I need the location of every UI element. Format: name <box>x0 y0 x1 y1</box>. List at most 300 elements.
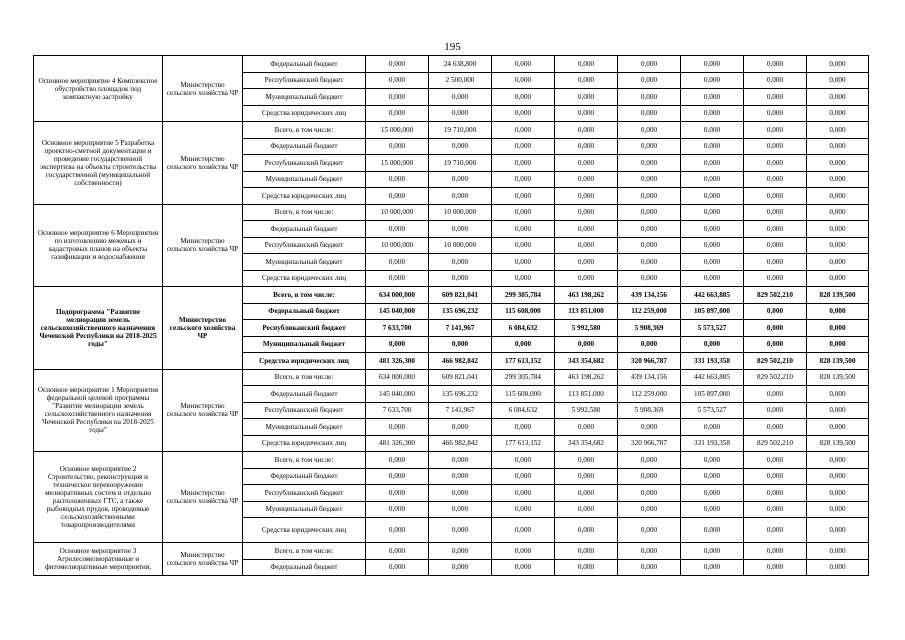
amount-cell: 0,000 <box>807 386 869 403</box>
amount-cell: 0,000 <box>492 485 555 502</box>
funding-source-cell: Средства юридических лиц <box>243 270 366 287</box>
amount-cell: 0,000 <box>744 270 807 287</box>
amount-cell: 0,000 <box>618 485 681 502</box>
amount-cell: 0,000 <box>429 501 492 518</box>
funding-source-cell: Федеральный бюджет <box>243 303 366 320</box>
amount-cell: 145 040,000 <box>366 386 429 403</box>
amount-cell: 0,000 <box>618 171 681 188</box>
amount-cell: 0,000 <box>429 138 492 155</box>
amount-cell: 0,000 <box>429 89 492 106</box>
amount-cell: 7 141,967 <box>429 402 492 419</box>
amount-cell: 105 897,000 <box>681 386 744 403</box>
funding-source-cell: Всего, в том числе: <box>243 204 366 221</box>
program-name-cell: Основное мероприятие 2 Строительство, реконструкция и техническое перевооружение мелиоративных систем и отдельно расположенных ГТС, а также рыбоводных прудов, проводимые сельскохозяйственными товаропроизводителями <box>34 452 163 543</box>
amount-cell: 442 663,885 <box>681 287 744 304</box>
amount-cell: 0,000 <box>618 89 681 106</box>
amount-cell: 0,000 <box>366 56 429 73</box>
amount-cell: 0,000 <box>807 501 869 518</box>
funding-source-cell: Федеральный бюджет <box>243 386 366 403</box>
amount-cell: 0,000 <box>681 89 744 106</box>
amount-cell: 0,000 <box>555 485 618 502</box>
amount-cell: 0,000 <box>618 72 681 89</box>
amount-cell: 0,000 <box>681 138 744 155</box>
amount-cell: 0,000 <box>618 221 681 238</box>
amount-cell: 5 992,580 <box>555 402 618 419</box>
amount-cell: 829 502,210 <box>744 369 807 386</box>
amount-cell: 113 851,000 <box>555 303 618 320</box>
amount-cell: 299 305,784 <box>492 287 555 304</box>
amount-cell: 0,000 <box>618 270 681 287</box>
amount-cell: 0,000 <box>744 452 807 469</box>
funding-source-cell: Федеральный бюджет <box>243 56 366 73</box>
amount-cell: 828 139,500 <box>807 435 869 452</box>
amount-cell: 0,000 <box>555 221 618 238</box>
amount-cell: 0,000 <box>807 72 869 89</box>
amount-cell: 0,000 <box>429 468 492 485</box>
amount-cell: 10 000,000 <box>366 204 429 221</box>
amount-cell: 0,000 <box>492 155 555 172</box>
ministry-cell: Министерство сельского хозяйства ЧР <box>163 287 243 370</box>
funding-source-cell: Муниципальный бюджет <box>243 89 366 106</box>
amount-cell: 0,000 <box>681 559 744 576</box>
amount-cell: 0,000 <box>429 336 492 353</box>
amount-cell: 0,000 <box>681 155 744 172</box>
funding-source-cell: Республиканский бюджет <box>243 402 366 419</box>
amount-cell: 0,000 <box>618 188 681 205</box>
amount-cell: 0,000 <box>492 171 555 188</box>
amount-cell: 0,000 <box>555 452 618 469</box>
amount-cell: 0,000 <box>744 171 807 188</box>
table-row <box>34 204 869 221</box>
amount-cell: 0,000 <box>492 237 555 254</box>
amount-cell: 0,000 <box>366 501 429 518</box>
amount-cell: 463 198,262 <box>555 287 618 304</box>
amount-cell: 0,000 <box>366 419 429 436</box>
amount-cell: 0,000 <box>366 452 429 469</box>
amount-cell: 0,000 <box>366 188 429 205</box>
amount-cell: 463 198,262 <box>555 369 618 386</box>
amount-cell: 0,000 <box>492 221 555 238</box>
program-name-cell: Основное мероприятие 4 Комплексное обустройство площадок под компактную застройку <box>34 56 163 122</box>
amount-cell: 0,000 <box>492 105 555 122</box>
funding-source-cell: Всего, в том числе: <box>243 122 366 139</box>
amount-cell: 0,000 <box>681 188 744 205</box>
amount-cell: 0,000 <box>555 254 618 271</box>
amount-cell: 0,000 <box>807 468 869 485</box>
amount-cell: 0,000 <box>555 171 618 188</box>
amount-cell: 828 139,500 <box>807 353 869 370</box>
funding-source-cell: Всего, в том числе: <box>243 543 366 560</box>
amount-cell: 0,000 <box>366 336 429 353</box>
amount-cell: 829 502,210 <box>744 435 807 452</box>
amount-cell: 0,000 <box>681 72 744 89</box>
amount-cell: 0,000 <box>681 543 744 560</box>
amount-cell: 320 966,787 <box>618 435 681 452</box>
amount-cell: 0,000 <box>555 56 618 73</box>
amount-cell: 0,000 <box>366 89 429 106</box>
table-row <box>34 56 869 73</box>
amount-cell: 0,000 <box>807 105 869 122</box>
amount-cell: 0,000 <box>681 419 744 436</box>
program-name-cell: Основное мероприятие 3 Агролесомелиоративные и фитомелиоративные мероприятия, <box>34 543 163 576</box>
amount-cell: 0,000 <box>555 518 618 543</box>
amount-cell: 0,000 <box>744 419 807 436</box>
ministry-cell: Министерство сельского хозяйства ЧР <box>163 122 243 205</box>
amount-cell: 0,000 <box>429 188 492 205</box>
amount-cell: 0,000 <box>366 105 429 122</box>
ministry-cell: Министерство сельского хозяйства ЧР <box>163 543 243 576</box>
amount-cell: 113 851,000 <box>555 386 618 403</box>
amount-cell: 0,000 <box>618 122 681 139</box>
amount-cell: 0,000 <box>366 138 429 155</box>
amount-cell: 0,000 <box>681 485 744 502</box>
amount-cell: 0,000 <box>429 270 492 287</box>
amount-cell: 0,000 <box>555 89 618 106</box>
amount-cell: 5 573,527 <box>681 320 744 337</box>
amount-cell: 0,000 <box>744 501 807 518</box>
amount-cell: 0,000 <box>807 452 869 469</box>
amount-cell: 0,000 <box>618 155 681 172</box>
amount-cell: 115 608,000 <box>492 386 555 403</box>
amount-cell: 0,000 <box>744 155 807 172</box>
amount-cell: 0,000 <box>429 419 492 436</box>
amount-cell: 0,000 <box>429 543 492 560</box>
amount-cell: 0,000 <box>366 518 429 543</box>
amount-cell: 0,000 <box>366 559 429 576</box>
amount-cell: 0,000 <box>555 188 618 205</box>
amount-cell: 0,000 <box>492 452 555 469</box>
amount-cell: 0,000 <box>744 386 807 403</box>
amount-cell: 6 084,632 <box>492 320 555 337</box>
amount-cell: 0,000 <box>807 204 869 221</box>
amount-cell: 177 613,152 <box>492 353 555 370</box>
amount-cell: 0,000 <box>618 419 681 436</box>
amount-cell: 0,000 <box>744 56 807 73</box>
ministry-cell: Министерство сельского хозяйства ЧР <box>163 56 243 122</box>
amount-cell: 112 259,000 <box>618 386 681 403</box>
funding-source-cell: Федеральный бюджет <box>243 221 366 238</box>
amount-cell: 0,000 <box>744 237 807 254</box>
amount-cell: 0,000 <box>807 320 869 337</box>
amount-cell: 481 326,300 <box>366 353 429 370</box>
amount-cell: 0,000 <box>555 122 618 139</box>
amount-cell: 0,000 <box>429 559 492 576</box>
amount-cell: 0,000 <box>807 402 869 419</box>
funding-source-cell: Республиканский бюджет <box>243 485 366 502</box>
table-row <box>34 369 869 386</box>
amount-cell: 10 000,000 <box>429 237 492 254</box>
amount-cell: 0,000 <box>555 543 618 560</box>
amount-cell: 0,000 <box>807 89 869 106</box>
amount-cell: 0,000 <box>618 204 681 221</box>
amount-cell: 145 040,000 <box>366 303 429 320</box>
amount-cell: 0,000 <box>618 56 681 73</box>
amount-cell: 828 139,500 <box>807 287 869 304</box>
amount-cell: 0,000 <box>681 56 744 73</box>
amount-cell: 0,000 <box>366 468 429 485</box>
amount-cell: 439 134,156 <box>618 369 681 386</box>
amount-cell: 0,000 <box>681 501 744 518</box>
amount-cell: 0,000 <box>618 543 681 560</box>
amount-cell: 0,000 <box>555 138 618 155</box>
amount-cell: 0,000 <box>744 402 807 419</box>
amount-cell: 0,000 <box>681 122 744 139</box>
funding-source-cell: Всего, в том числе: <box>243 452 366 469</box>
amount-cell: 0,000 <box>618 336 681 353</box>
amount-cell: 0,000 <box>681 105 744 122</box>
budget-table <box>33 55 869 576</box>
amount-cell: 828 139,500 <box>807 369 869 386</box>
amount-cell: 442 663,885 <box>681 369 744 386</box>
funding-source-cell: Средства юридических лиц <box>243 105 366 122</box>
amount-cell: 634 000,000 <box>366 369 429 386</box>
program-name-cell: Основное мероприятие 5 Разработка проектно-сметной документации и проведение государственной экспертизы на объекты строительства государственной (муниципальной собственности) <box>34 122 163 205</box>
amount-cell: 0,000 <box>744 89 807 106</box>
amount-cell: 0,000 <box>366 543 429 560</box>
funding-source-cell: Муниципальный бюджет <box>243 171 366 188</box>
amount-cell: 0,000 <box>744 204 807 221</box>
amount-cell: 19 710,000 <box>429 155 492 172</box>
funding-source-cell: Федеральный бюджет <box>243 138 366 155</box>
amount-cell: 2 500,000 <box>429 72 492 89</box>
amount-cell: 5 573,527 <box>681 402 744 419</box>
table-row <box>34 452 869 469</box>
funding-source-cell: Муниципальный бюджет <box>243 254 366 271</box>
funding-source-cell: Всего, в том числе: <box>243 369 366 386</box>
amount-cell: 0,000 <box>807 122 869 139</box>
table-row <box>34 122 869 139</box>
funding-source-cell: Средства юридических лиц <box>243 518 366 543</box>
amount-cell: 0,000 <box>429 518 492 543</box>
amount-cell: 0,000 <box>492 204 555 221</box>
amount-cell: 634 000,000 <box>366 287 429 304</box>
amount-cell: 5 908,369 <box>618 320 681 337</box>
amount-cell: 0,000 <box>492 419 555 436</box>
amount-cell: 177 613,152 <box>492 435 555 452</box>
amount-cell: 5 908,369 <box>618 402 681 419</box>
amount-cell: 0,000 <box>744 559 807 576</box>
program-name-cell: Подпрограмма "Развитие мелиорации земель сельскохозяйственного назначения Чеченской Республики на 2018-2025 годы" <box>34 287 163 370</box>
amount-cell: 0,000 <box>492 501 555 518</box>
amount-cell: 439 134,156 <box>618 287 681 304</box>
amount-cell: 0,000 <box>555 72 618 89</box>
funding-source-cell: Республиканский бюджет <box>243 155 366 172</box>
amount-cell: 0,000 <box>807 237 869 254</box>
amount-cell: 135 696,232 <box>429 386 492 403</box>
amount-cell: 0,000 <box>807 221 869 238</box>
amount-cell: 0,000 <box>366 221 429 238</box>
amount-cell: 0,000 <box>807 155 869 172</box>
amount-cell: 609 821,041 <box>429 287 492 304</box>
amount-cell: 0,000 <box>807 543 869 560</box>
amount-cell: 0,000 <box>744 468 807 485</box>
amount-cell: 0,000 <box>744 320 807 337</box>
funding-source-cell: Средства юридических лиц <box>243 188 366 205</box>
amount-cell: 0,000 <box>618 138 681 155</box>
amount-cell: 0,000 <box>618 501 681 518</box>
amount-cell: 115 608,000 <box>492 303 555 320</box>
amount-cell: 0,000 <box>681 221 744 238</box>
amount-cell: 135 696,232 <box>429 303 492 320</box>
funding-source-cell: Республиканский бюджет <box>243 237 366 254</box>
amount-cell: 0,000 <box>492 559 555 576</box>
amount-cell: 0,000 <box>807 336 869 353</box>
amount-cell: 0,000 <box>681 237 744 254</box>
amount-cell: 0,000 <box>366 254 429 271</box>
amount-cell: 0,000 <box>555 468 618 485</box>
amount-cell: 0,000 <box>744 254 807 271</box>
amount-cell: 0,000 <box>555 419 618 436</box>
amount-cell: 0,000 <box>429 221 492 238</box>
amount-cell: 0,000 <box>744 188 807 205</box>
amount-cell: 0,000 <box>807 270 869 287</box>
amount-cell: 0,000 <box>492 122 555 139</box>
amount-cell: 0,000 <box>681 468 744 485</box>
amount-cell: 343 354,682 <box>555 435 618 452</box>
amount-cell: 112 259,000 <box>618 303 681 320</box>
funding-source-cell: Республиканский бюджет <box>243 320 366 337</box>
amount-cell: 0,000 <box>618 518 681 543</box>
amount-cell: 320 966,787 <box>618 353 681 370</box>
amount-cell: 0,000 <box>492 518 555 543</box>
funding-source-cell: Федеральный бюджет <box>243 468 366 485</box>
amount-cell: 0,000 <box>429 105 492 122</box>
amount-cell: 0,000 <box>555 105 618 122</box>
amount-cell: 0,000 <box>744 122 807 139</box>
amount-cell: 829 502,210 <box>744 287 807 304</box>
program-name-cell: Основное мероприятие 6 Мероприятия по изготовлению межевых и кадастровых планов на объекты газификации и водоснабжения <box>34 204 163 287</box>
budget-table-body <box>34 56 869 576</box>
amount-cell: 0,000 <box>807 485 869 502</box>
funding-source-cell: Средства юридических лиц <box>243 353 366 370</box>
amount-cell: 0,000 <box>366 485 429 502</box>
amount-cell: 7 141,967 <box>429 320 492 337</box>
amount-cell: 0,000 <box>492 89 555 106</box>
amount-cell: 0,000 <box>807 254 869 271</box>
amount-cell: 0,000 <box>744 138 807 155</box>
amount-cell: 0,000 <box>807 138 869 155</box>
amount-cell: 0,000 <box>618 254 681 271</box>
amount-cell: 609 821,041 <box>429 369 492 386</box>
page-number: 195 <box>444 41 461 53</box>
amount-cell: 0,000 <box>555 559 618 576</box>
ministry-cell: Министерство сельского хозяйства ЧР <box>163 204 243 287</box>
amount-cell: 0,000 <box>366 72 429 89</box>
funding-source-cell: Федеральный бюджет <box>243 559 366 576</box>
amount-cell: 0,000 <box>492 188 555 205</box>
amount-cell: 0,000 <box>807 56 869 73</box>
amount-cell: 0,000 <box>807 303 869 320</box>
amount-cell: 0,000 <box>366 171 429 188</box>
amount-cell: 466 982,842 <box>429 353 492 370</box>
amount-cell: 0,000 <box>555 204 618 221</box>
amount-cell: 10 000,000 <box>366 237 429 254</box>
amount-cell: 0,000 <box>618 237 681 254</box>
amount-cell: 0,000 <box>807 559 869 576</box>
amount-cell: 299 305,784 <box>492 369 555 386</box>
amount-cell: 0,000 <box>429 171 492 188</box>
amount-cell: 0,000 <box>555 336 618 353</box>
amount-cell: 0,000 <box>744 221 807 238</box>
amount-cell: 0,000 <box>618 452 681 469</box>
funding-source-cell: Муниципальный бюджет <box>243 419 366 436</box>
amount-cell: 0,000 <box>681 270 744 287</box>
amount-cell: 343 354,682 <box>555 353 618 370</box>
amount-cell: 7 633,700 <box>366 320 429 337</box>
amount-cell: 7 633,700 <box>366 402 429 419</box>
amount-cell: 15 000,000 <box>366 155 429 172</box>
amount-cell: 0,000 <box>618 468 681 485</box>
amount-cell: 0,000 <box>807 188 869 205</box>
amount-cell: 0,000 <box>429 485 492 502</box>
amount-cell: 0,000 <box>492 336 555 353</box>
amount-cell: 15 000,000 <box>366 122 429 139</box>
amount-cell: 0,000 <box>555 237 618 254</box>
amount-cell: 0,000 <box>807 171 869 188</box>
amount-cell: 0,000 <box>492 543 555 560</box>
amount-cell: 5 992,580 <box>555 320 618 337</box>
amount-cell: 0,000 <box>681 518 744 543</box>
amount-cell: 0,000 <box>744 105 807 122</box>
amount-cell: 0,000 <box>681 336 744 353</box>
amount-cell: 0,000 <box>555 155 618 172</box>
amount-cell: 0,000 <box>744 72 807 89</box>
amount-cell: 0,000 <box>744 303 807 320</box>
amount-cell: 0,000 <box>555 501 618 518</box>
amount-cell: 0,000 <box>681 452 744 469</box>
amount-cell: 0,000 <box>744 336 807 353</box>
amount-cell: 0,000 <box>618 559 681 576</box>
amount-cell: 0,000 <box>807 518 869 543</box>
amount-cell: 19 710,000 <box>429 122 492 139</box>
table-row <box>34 287 869 304</box>
amount-cell: 0,000 <box>744 518 807 543</box>
amount-cell: 0,000 <box>492 254 555 271</box>
amount-cell: 0,000 <box>744 485 807 502</box>
amount-cell: 0,000 <box>492 270 555 287</box>
amount-cell: 0,000 <box>492 138 555 155</box>
amount-cell: 331 193,358 <box>681 435 744 452</box>
amount-cell: 0,000 <box>492 56 555 73</box>
amount-cell: 0,000 <box>744 543 807 560</box>
amount-cell: 6 084,632 <box>492 402 555 419</box>
amount-cell: 10 000,000 <box>429 204 492 221</box>
amount-cell: 24 638,800 <box>429 56 492 73</box>
ministry-cell: Министерство сельского хозяйства ЧР <box>163 369 243 452</box>
amount-cell: 0,000 <box>681 254 744 271</box>
amount-cell: 0,000 <box>681 171 744 188</box>
amount-cell: 0,000 <box>492 468 555 485</box>
amount-cell: 0,000 <box>429 452 492 469</box>
funding-source-cell: Средства юридических лиц <box>243 435 366 452</box>
amount-cell: 0,000 <box>807 419 869 436</box>
amount-cell: 466 982,842 <box>429 435 492 452</box>
funding-source-cell: Всего, в том числе: <box>243 287 366 304</box>
amount-cell: 0,000 <box>492 72 555 89</box>
amount-cell: 829 502,210 <box>744 353 807 370</box>
amount-cell: 0,000 <box>618 105 681 122</box>
program-name-cell: Основное мероприятие 1 Мероприятия федеральной целевой программы "Развитие мелиорации земель сельскохозяйственного назначения Чеченской Республики на 2018-2025 годы" <box>34 369 163 452</box>
amount-cell: 0,000 <box>681 204 744 221</box>
amount-cell: 105 897,000 <box>681 303 744 320</box>
ministry-cell: Министерство сельского хозяйства ЧР <box>163 452 243 543</box>
amount-cell: 0,000 <box>429 254 492 271</box>
amount-cell: 0,000 <box>555 270 618 287</box>
funding-source-cell: Республиканский бюджет <box>243 72 366 89</box>
amount-cell: 481 326,300 <box>366 435 429 452</box>
table-row <box>34 543 869 560</box>
amount-cell: 331 193,358 <box>681 353 744 370</box>
